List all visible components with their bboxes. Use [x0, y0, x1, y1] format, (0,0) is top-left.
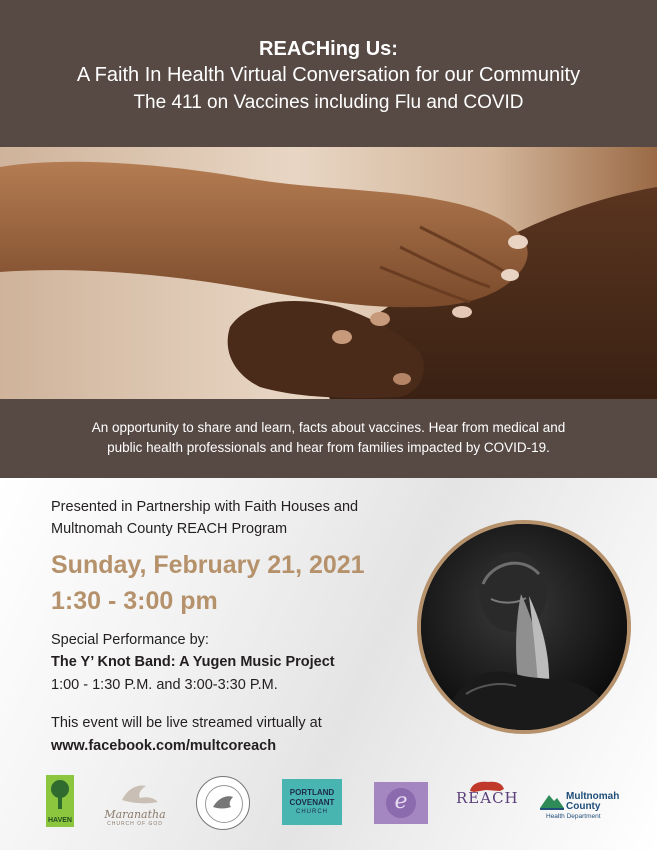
maranatha-name: Maranatha — [104, 808, 166, 821]
haven-logo-text: HAVEN — [48, 817, 72, 824]
portland-covenant-logo — [282, 779, 342, 825]
stream-link[interactable]: www.facebook.com/multcoreach — [51, 738, 277, 754]
dove-icon — [98, 778, 172, 808]
e-logo-mark: e — [386, 788, 416, 818]
performance-times: 1:00 - 1:30 P.M. and 3:00-3:30 P.M. — [51, 677, 278, 693]
maranatha-logo — [98, 778, 172, 826]
haven-logo — [46, 775, 74, 827]
stream-text: This event will be live streamed virtually at — [51, 715, 322, 731]
clasped-hands-illustration — [0, 147, 657, 399]
partnership-line-1: Presented in Partnership with Faith Houses and — [51, 499, 359, 515]
praying-man-illustration — [421, 524, 627, 730]
partnership-line-2: Multnomah County REACH Program — [51, 521, 288, 537]
praying-man-photo — [417, 520, 631, 734]
reach-wordmark: REACH — [456, 789, 519, 807]
intro-line-2: public health professionals and hear from families impacted by COVID-19. — [107, 440, 550, 455]
band-name: The Y’ Knot Band: A Yugen Music Project — [51, 654, 335, 670]
pcc-line-1: PORTLAND — [289, 788, 335, 797]
multnomah-line-3: Health Department — [546, 813, 601, 820]
e-logo — [374, 782, 428, 824]
clasped-hands-photo — [0, 147, 657, 399]
header-band — [0, 0, 657, 147]
intro-line-1: An opportunity to share and learn, facts about vaccines. Hear from medical and — [91, 420, 566, 435]
mountain-icon — [540, 792, 564, 810]
pcc-line-3: CHURCH — [296, 809, 328, 815]
maranatha-sub: CHURCH OF GOD — [107, 821, 163, 827]
multnomah-county-logo — [540, 788, 620, 822]
church-seal-logo — [196, 776, 250, 830]
event-date: Sunday, February 21, 2021 — [51, 551, 365, 579]
partnership-text — [51, 496, 411, 540]
page-title: REACHing Us: — [259, 38, 398, 60]
page-subtitle: A Faith In Health Virtual Conversation for our Community — [76, 64, 581, 86]
reach-logo — [456, 779, 519, 825]
tree-icon — [46, 775, 74, 813]
multnomah-line-2: County — [566, 801, 601, 812]
special-performance-label: Special Performance by: — [51, 632, 209, 648]
intro-band — [0, 399, 657, 478]
pcc-line-2: COVENANT — [289, 798, 335, 807]
page-tagline: The 411 on Vaccines including Flu and COVID — [133, 92, 524, 113]
event-time: 1:30 - 3:00 pm — [51, 587, 218, 615]
multnomah-line-1: Multnomah — [566, 791, 620, 802]
seal-dove-icon — [197, 777, 249, 829]
